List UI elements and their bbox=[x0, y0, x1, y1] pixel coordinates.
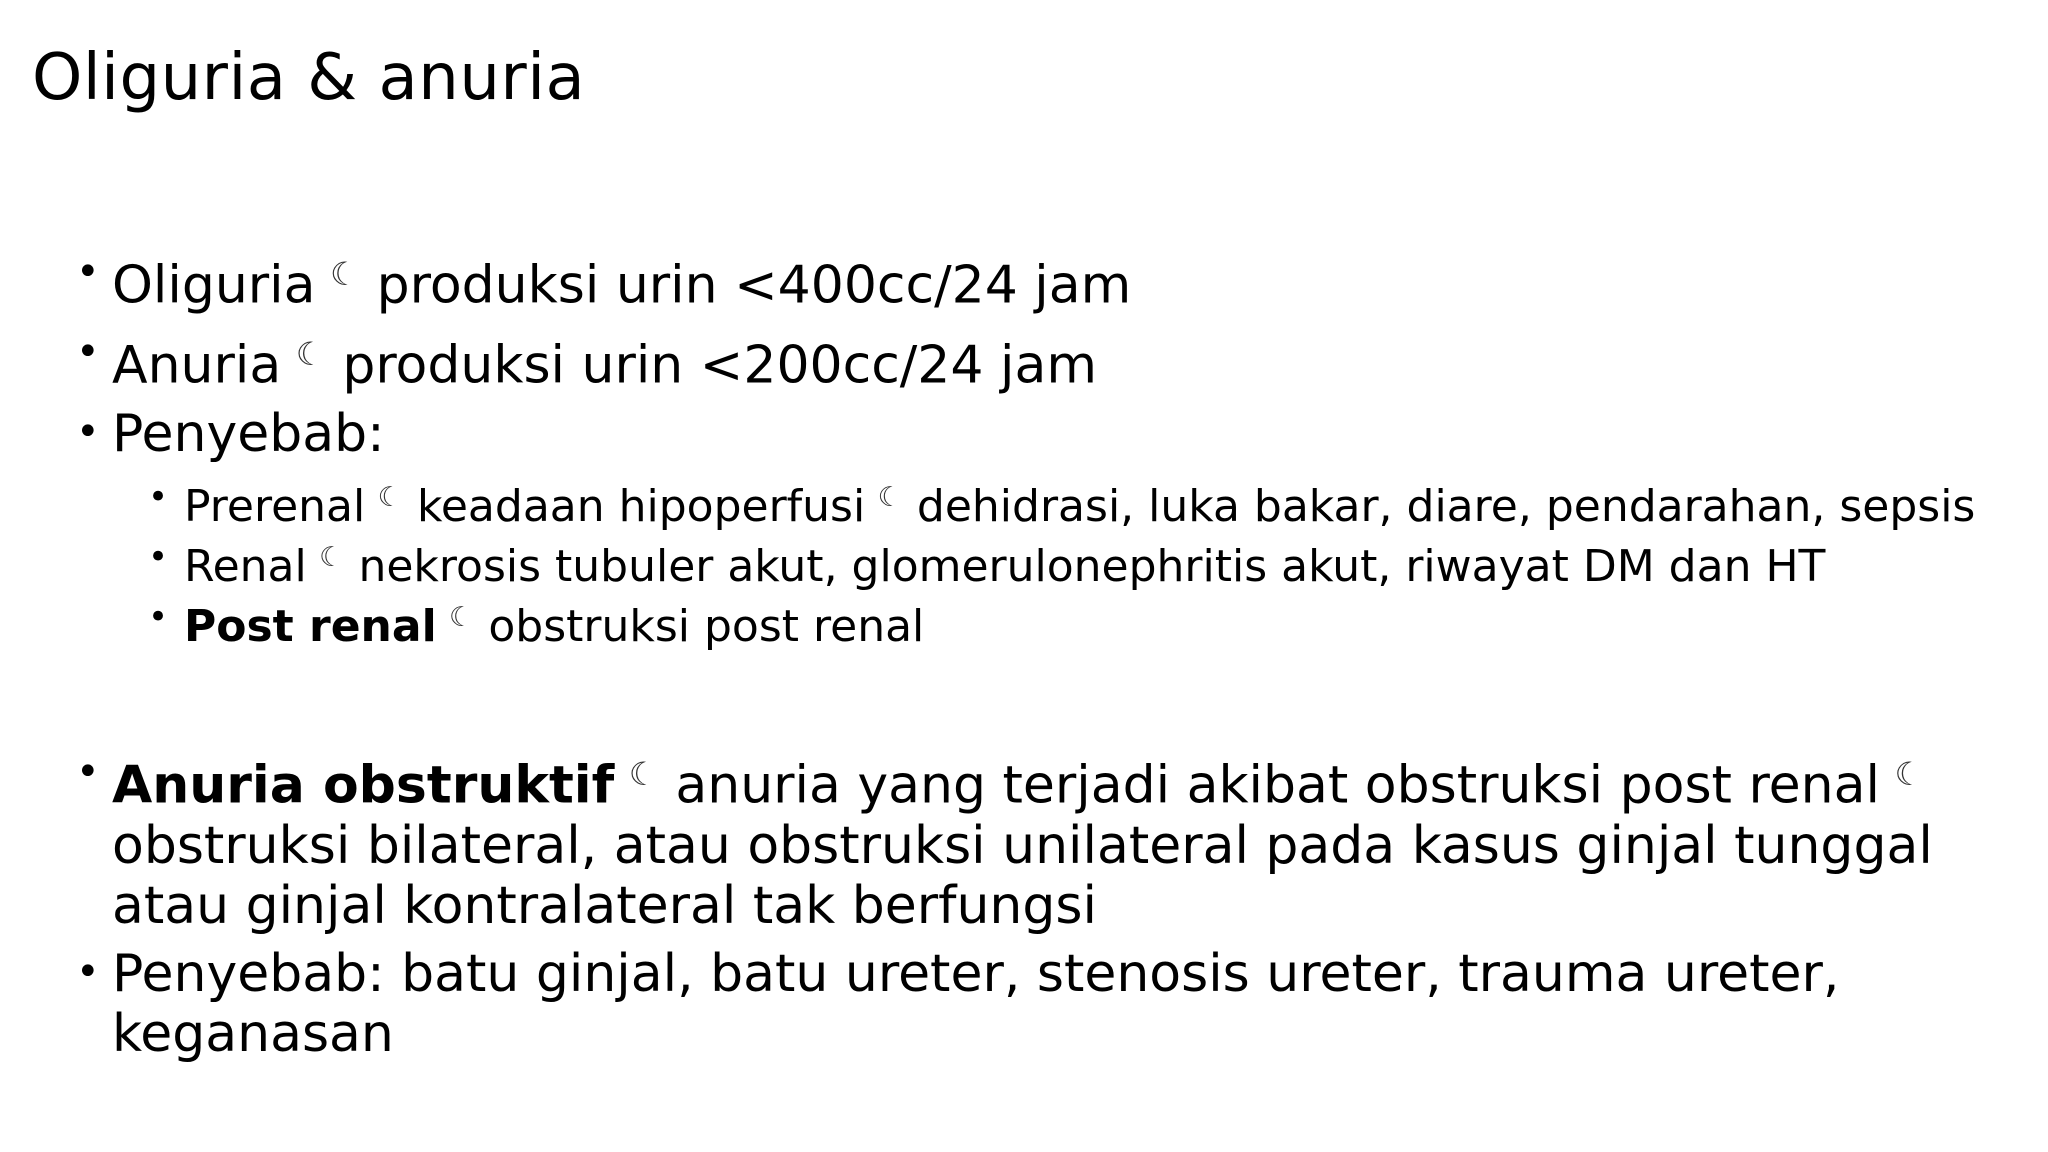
slide-title: Oliguria & anuria bbox=[32, 41, 586, 115]
arrow-icon: ☾ bbox=[628, 755, 658, 793]
bullet-icon: • bbox=[148, 537, 169, 577]
desc-oliguria: produksi urin <400cc/24 jam bbox=[376, 255, 1132, 316]
desc-anuria: produksi urin <200cc/24 jam bbox=[342, 335, 1097, 396]
penyebab-obstruktif-line-2: keganasan bbox=[112, 1004, 394, 1064]
bullet-icon: • bbox=[76, 249, 100, 295]
desc-anuria-obstruktif: anuria yang terjadi akibat obstruksi post renal bbox=[675, 755, 1880, 816]
penyebab-obstruktif-line-1: Penyebab: batu ginjal, batu ureter, stenosis ureter, trauma ureter, bbox=[112, 944, 1840, 1004]
bullet-icon: • bbox=[76, 749, 100, 795]
term-post-renal: Post renal bbox=[184, 601, 437, 652]
list-item-anuria bbox=[76, 324, 1097, 396]
arrow-icon: ☾ bbox=[448, 602, 474, 633]
bullet-icon: • bbox=[148, 477, 169, 517]
sub-item-renal bbox=[148, 532, 1825, 593]
anuria-obstruktif-line-2: obstruksi bilateral, atau obstruksi unilateral pada kasus ginjal tunggal bbox=[112, 815, 1933, 876]
arrow-icon: ☾ bbox=[329, 255, 359, 293]
arrow-icon: ☾ bbox=[877, 482, 902, 513]
list-item-penyebab bbox=[76, 404, 385, 464]
list-item-oliguria bbox=[76, 244, 1131, 316]
sub-item-prerenal bbox=[148, 472, 1975, 533]
list-item-anuria-obstruktif bbox=[76, 744, 1941, 936]
term-oliguria: Oliguria bbox=[112, 255, 316, 316]
desc-prerenal-causes: dehidrasi, luka bakar, diare, pendarahan, sepsis bbox=[916, 481, 1976, 532]
arrow-icon: ☾ bbox=[377, 482, 402, 513]
bullet-icon: • bbox=[76, 949, 100, 995]
term-prerenal: Prerenal bbox=[184, 481, 366, 532]
desc-renal: nekrosis tubuler akut, glomerulonephritis akut, riwayat DM dan HT bbox=[358, 541, 1826, 592]
term-anuria: Anuria bbox=[112, 335, 282, 396]
desc-prerenal: keadaan hipoperfusi bbox=[416, 481, 866, 532]
term-renal: Renal bbox=[184, 541, 307, 592]
bullet-icon: • bbox=[76, 329, 100, 375]
sub-item-post-renal bbox=[148, 592, 924, 653]
anuria-obstruktif-line-1 bbox=[76, 744, 1941, 816]
arrow-icon: ☾ bbox=[295, 335, 325, 373]
term-anuria-obstruktif: Anuria obstruktif bbox=[112, 755, 615, 816]
penyebab-label: Penyebab: bbox=[112, 404, 385, 464]
anuria-obstruktif-line-3: atau ginjal kontralateral tak berfungsi bbox=[112, 875, 1097, 936]
bullet-icon: • bbox=[148, 597, 169, 637]
arrow-icon: ☾ bbox=[319, 542, 344, 573]
list-item-penyebab-obstruktif bbox=[76, 944, 1839, 1064]
arrow-icon: ☾ bbox=[1894, 755, 1924, 793]
desc-post-renal: obstruksi post renal bbox=[488, 601, 925, 652]
bullet-icon: • bbox=[76, 409, 100, 455]
